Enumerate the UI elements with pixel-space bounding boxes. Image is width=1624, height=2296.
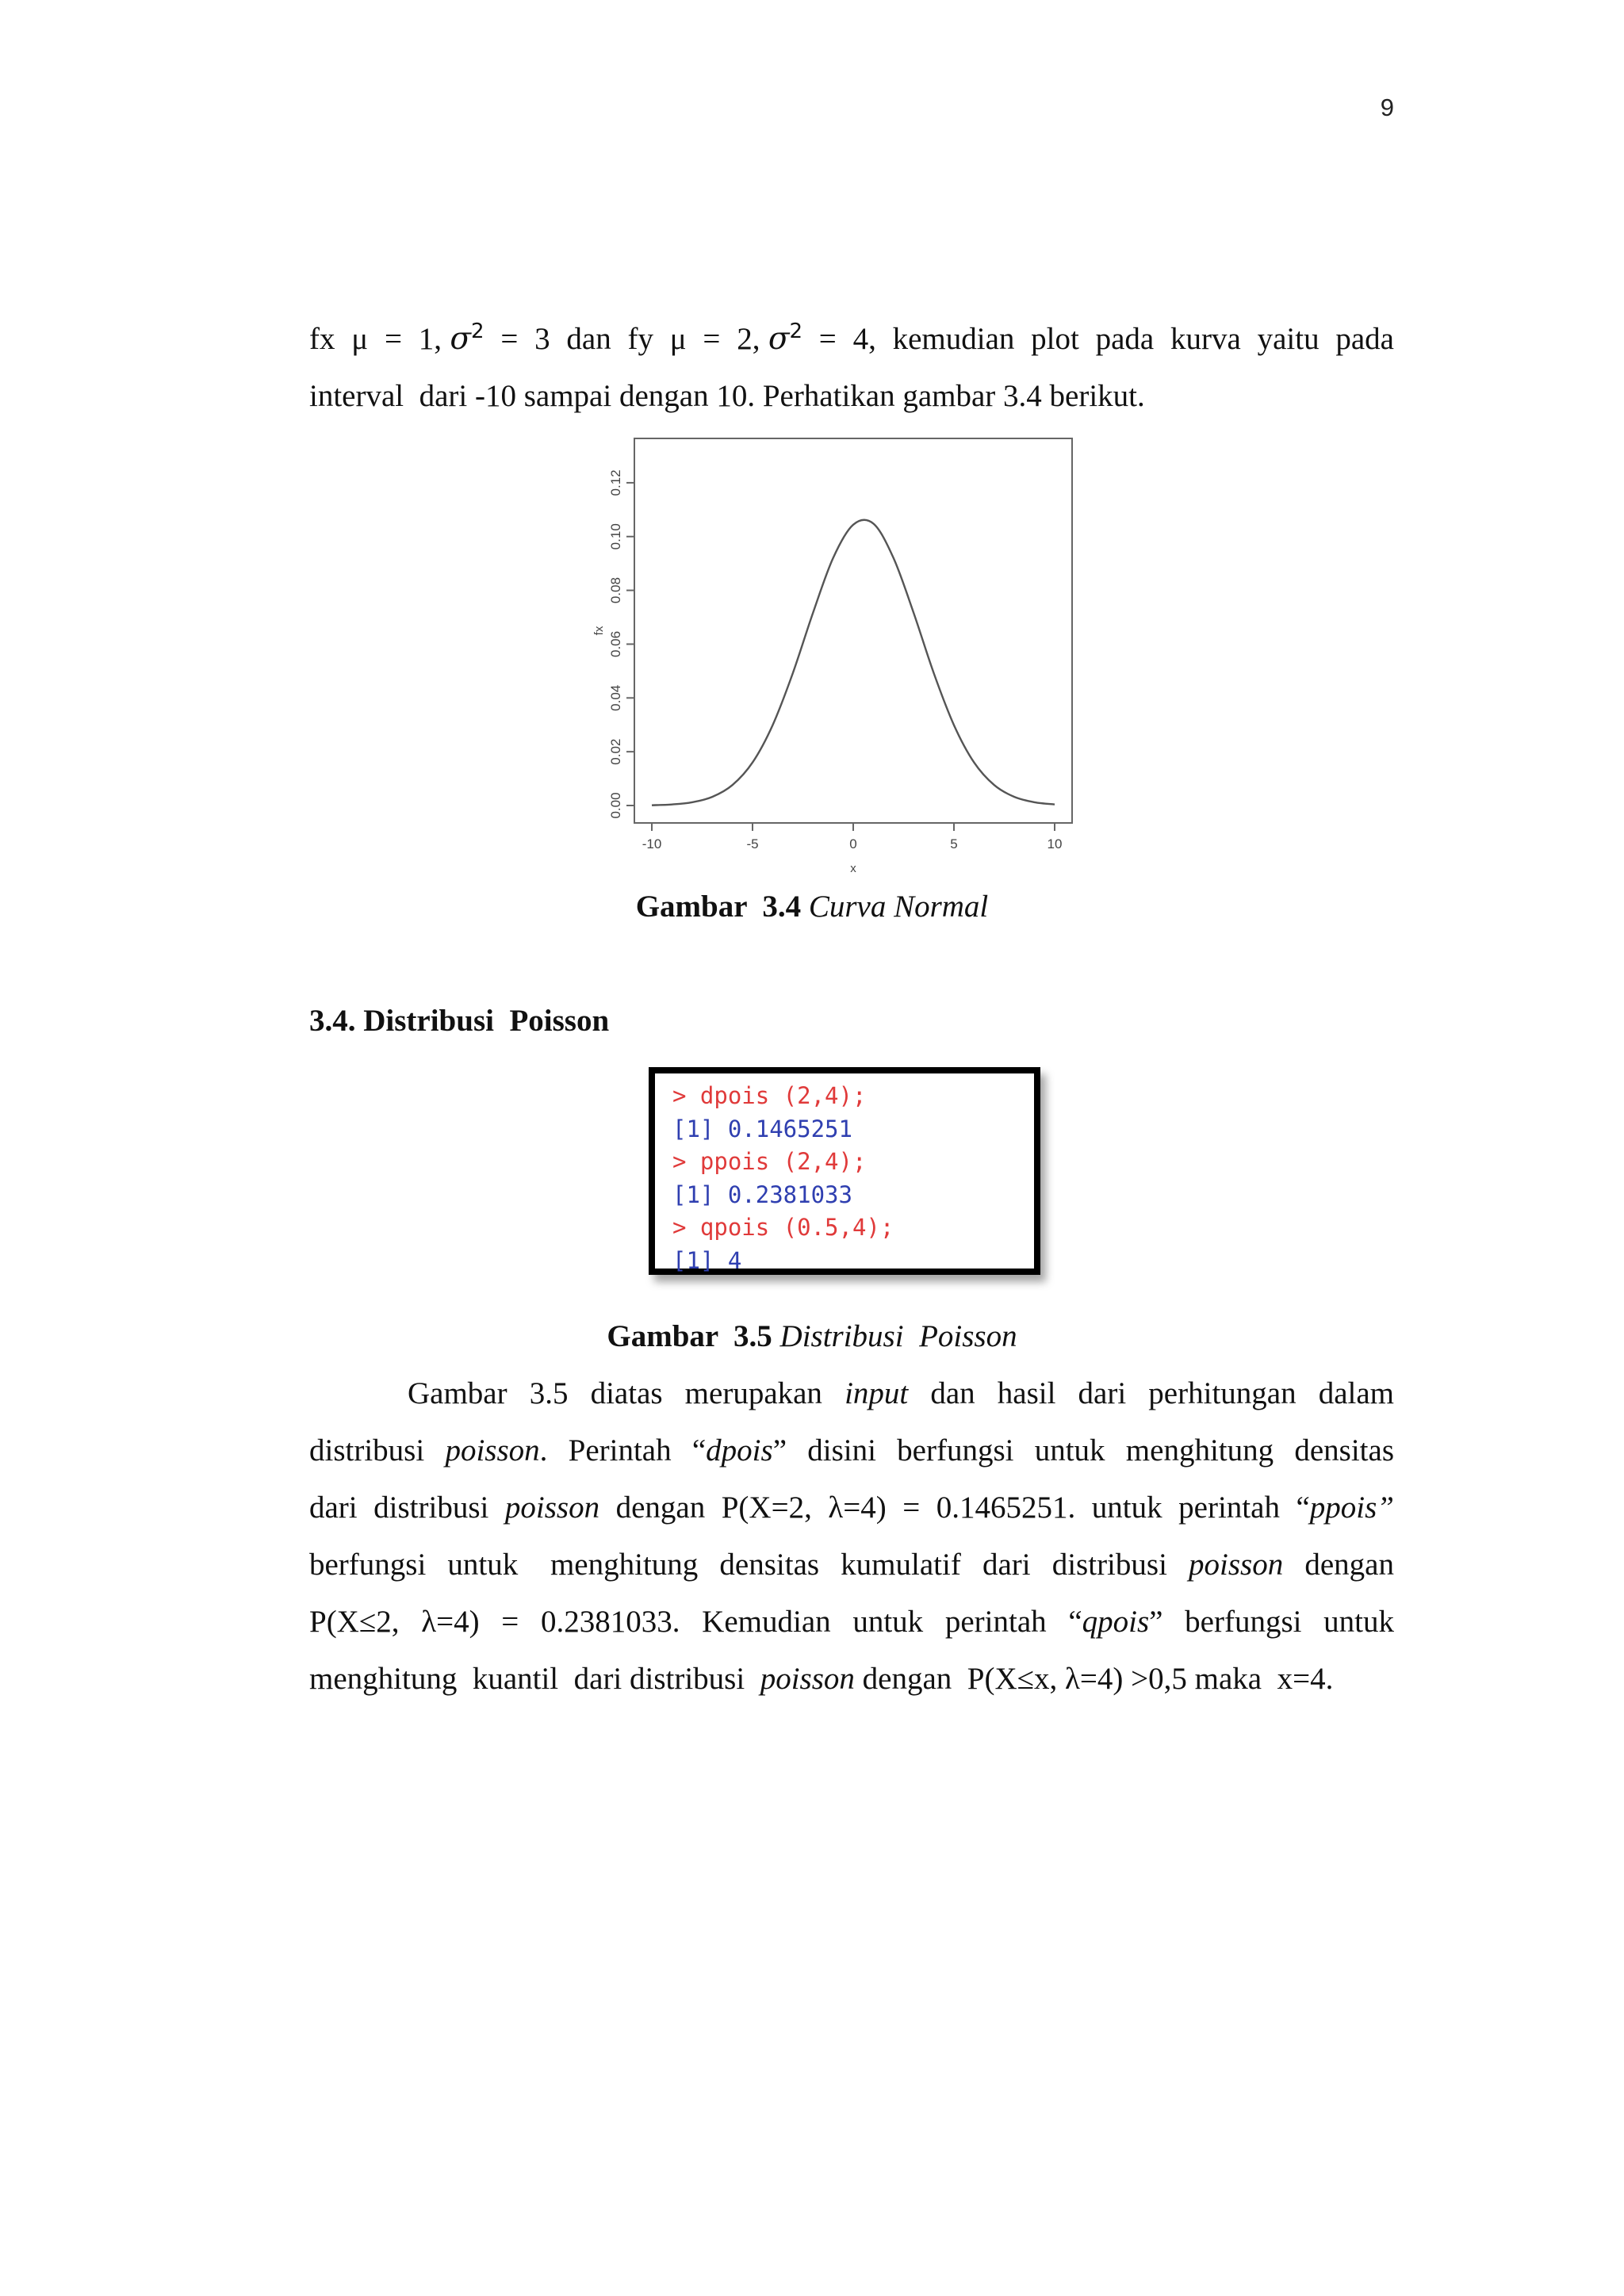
intro-rest: = 4, kemudian plot pada kurva yaitu pada <box>802 322 1394 356</box>
normal-curve-chart <box>592 424 1088 875</box>
body-text: dari distribusi <box>309 1490 505 1525</box>
section-heading: 3.4. Distribusi Poisson <box>309 1004 610 1038</box>
body-line-1 <box>309 1365 1394 1422</box>
body-text: . Perintah “ <box>539 1433 707 1468</box>
console-output-line: [1] 0.1465251 <box>672 1115 852 1142</box>
body-line-4 <box>309 1536 1394 1594</box>
r-console-screenshot <box>649 1067 1040 1275</box>
y-tick-label: 0.10 <box>608 523 623 550</box>
console-output-line: [1] 0.2381033 <box>672 1181 852 1208</box>
body-italic: ppois” <box>1309 1490 1394 1525</box>
console-output-line: [1] 4 <box>672 1246 742 1274</box>
body-italic: input <box>845 1376 909 1410</box>
body-paragraph <box>309 1365 1394 1708</box>
y-tick-label: 0.00 <box>608 792 623 819</box>
body-text: distribusi <box>309 1433 446 1468</box>
x-tick-label: 0 <box>849 836 857 851</box>
x-tick-label: 10 <box>1047 836 1063 851</box>
page-number: 9 <box>1380 94 1394 121</box>
plot-frame <box>634 438 1072 823</box>
y-axis-label: fx <box>592 626 606 636</box>
sigma-exponent-2: 2 <box>789 320 803 343</box>
console-command-line: > qpois (0.5,4); <box>672 1214 894 1241</box>
y-tick-label: 0.06 <box>608 630 623 658</box>
sigma-symbol-1: σ <box>450 321 471 357</box>
body-text: dengan P(X≤x, λ=4) >0,5 maka x=4. <box>854 1662 1334 1696</box>
y-tick-label: 0.12 <box>608 469 623 496</box>
figure-3-4-label: Gambar 3.4 <box>635 890 802 924</box>
density-curve <box>652 520 1055 806</box>
console-command-line: > ppois (2,4); <box>672 1148 867 1175</box>
intro-mid: = 3 dan fy μ = 2, <box>484 322 760 356</box>
sigma-symbol-2: σ <box>768 321 790 357</box>
body-text: ” disini berfungsi untuk menghitung densitas <box>772 1433 1395 1468</box>
normal-curve-plot <box>592 424 1088 875</box>
body-text: Gambar 3.5 diatas merupakan <box>408 1376 845 1410</box>
y-tick-label: 0.04 <box>608 684 623 711</box>
body-italic: poisson <box>1189 1548 1284 1582</box>
figure-3-5-caption <box>0 1318 1624 1356</box>
body-text: dan hasil dari perhitungan dalam <box>908 1376 1394 1410</box>
sigma-exponent-1: 2 <box>471 320 485 343</box>
body-italic: poisson <box>445 1433 540 1468</box>
body-text: dengan <box>1283 1548 1394 1582</box>
body-line-6 <box>309 1651 1394 1708</box>
body-line-5 <box>309 1594 1394 1651</box>
body-italic: poisson <box>760 1662 855 1696</box>
figure-3-5-label: Gambar 3.5 <box>607 1319 772 1353</box>
x-axis-label: x <box>850 862 856 875</box>
body-line-3 <box>309 1479 1394 1536</box>
body-text: ” berfungsi untuk <box>1149 1605 1394 1639</box>
y-tick-label: 0.08 <box>608 577 623 604</box>
body-italic: dpois <box>706 1433 773 1468</box>
figure-3-5-title: Distribusi Poisson <box>779 1319 1017 1353</box>
intro-paragraph <box>309 303 1394 425</box>
intro-fx-mu: fx μ = 1, <box>309 322 442 356</box>
body-text: P(X≤2, λ=4) = 0.2381033. Kemudian untuk perintah “ <box>309 1605 1082 1639</box>
y-tick-label: 0.02 <box>608 738 623 765</box>
body-text: berfungsi untuk menghitung densitas kumulatif dari distribusi <box>309 1548 1189 1582</box>
intro-line-1 <box>309 303 1394 368</box>
body-text: dengan P(X=2, λ=4) = 0.1465251. untuk perintah “ <box>599 1490 1310 1525</box>
body-italic: qpois <box>1082 1605 1150 1639</box>
console-command-line: > dpois (2,4); <box>672 1082 867 1109</box>
figure-3-4-title: Curva Normal <box>808 890 989 924</box>
body-text: menghitung kuantil dari distribusi <box>309 1662 760 1696</box>
x-tick-label: -5 <box>746 836 759 851</box>
body-italic: poisson <box>504 1490 600 1525</box>
x-tick-label: -10 <box>642 836 662 851</box>
x-tick-label: 5 <box>950 836 958 851</box>
figure-3-4-caption <box>0 888 1624 926</box>
intro-line-2: interval dari -10 sampai dengan 10. Perhatikan gambar 3.4 berikut. <box>309 379 1145 413</box>
body-line-2 <box>309 1422 1394 1479</box>
